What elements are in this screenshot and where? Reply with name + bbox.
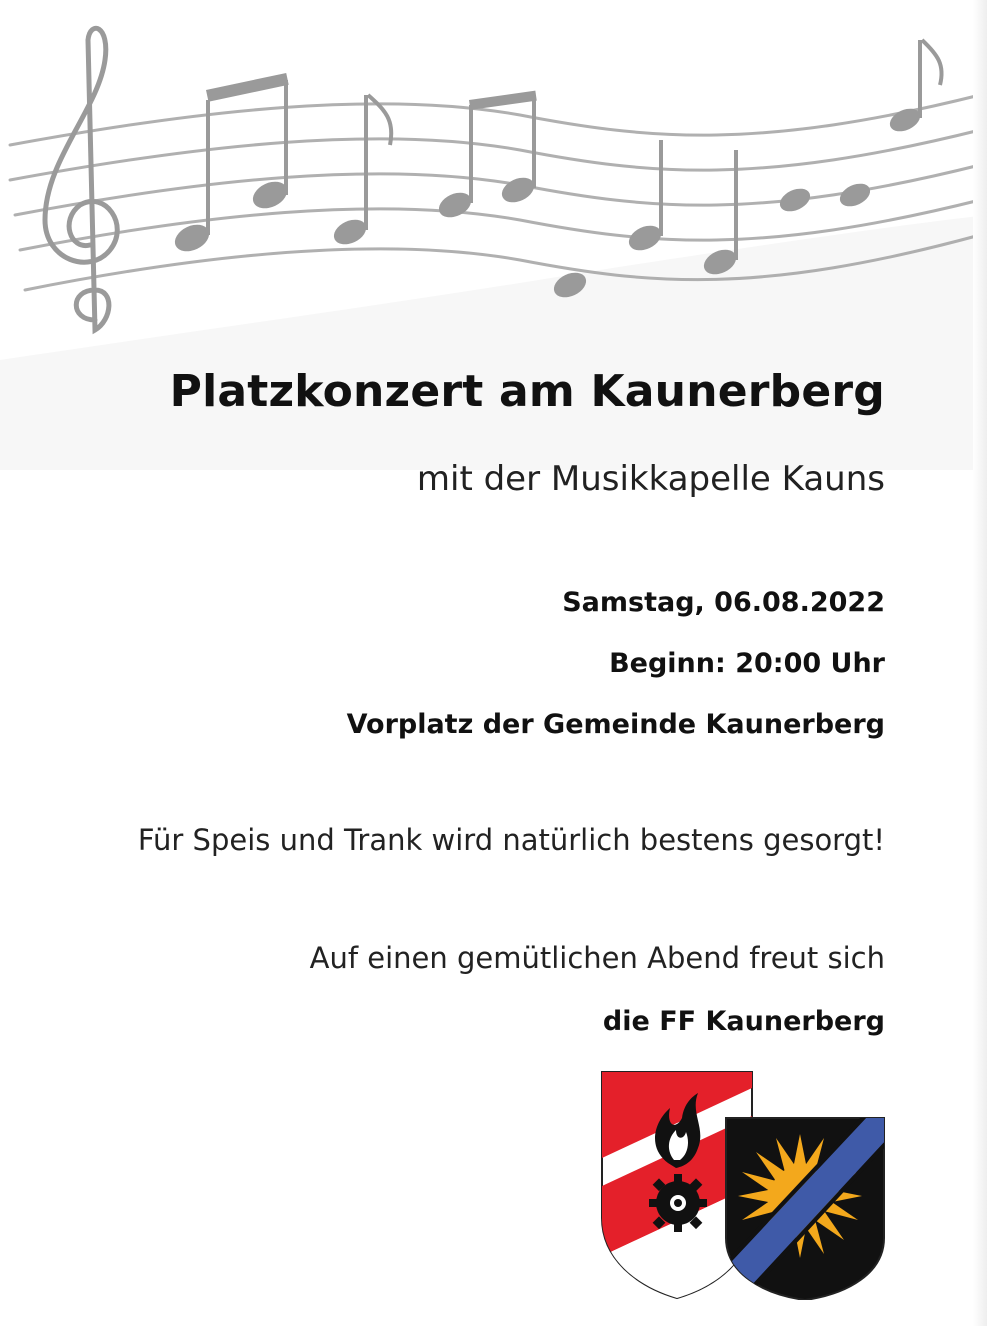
event-start-time: Beginn: 20:00 Uhr: [609, 648, 885, 679]
catering-note: Für Speis und Trank wird natürlich bestens gesorgt!: [137, 823, 885, 857]
closing-line: Auf einen gemütlichen Abend freut sich: [309, 941, 885, 975]
organizer-signature: die FF Kaunerberg: [602, 1006, 885, 1037]
emblems: [598, 1068, 888, 1300]
municipality-shield-icon: [716, 1118, 888, 1300]
event-venue: Vorplatz der Gemeinde Kaunerberg: [346, 709, 885, 740]
poster-subtitle: mit der Musikkapelle Kauns: [416, 459, 885, 499]
event-date: Samstag, 06.08.2022: [562, 587, 885, 618]
poster-title: Platzkonzert am Kaunerberg: [169, 366, 885, 417]
page-edge-shadow: [973, 0, 987, 1326]
